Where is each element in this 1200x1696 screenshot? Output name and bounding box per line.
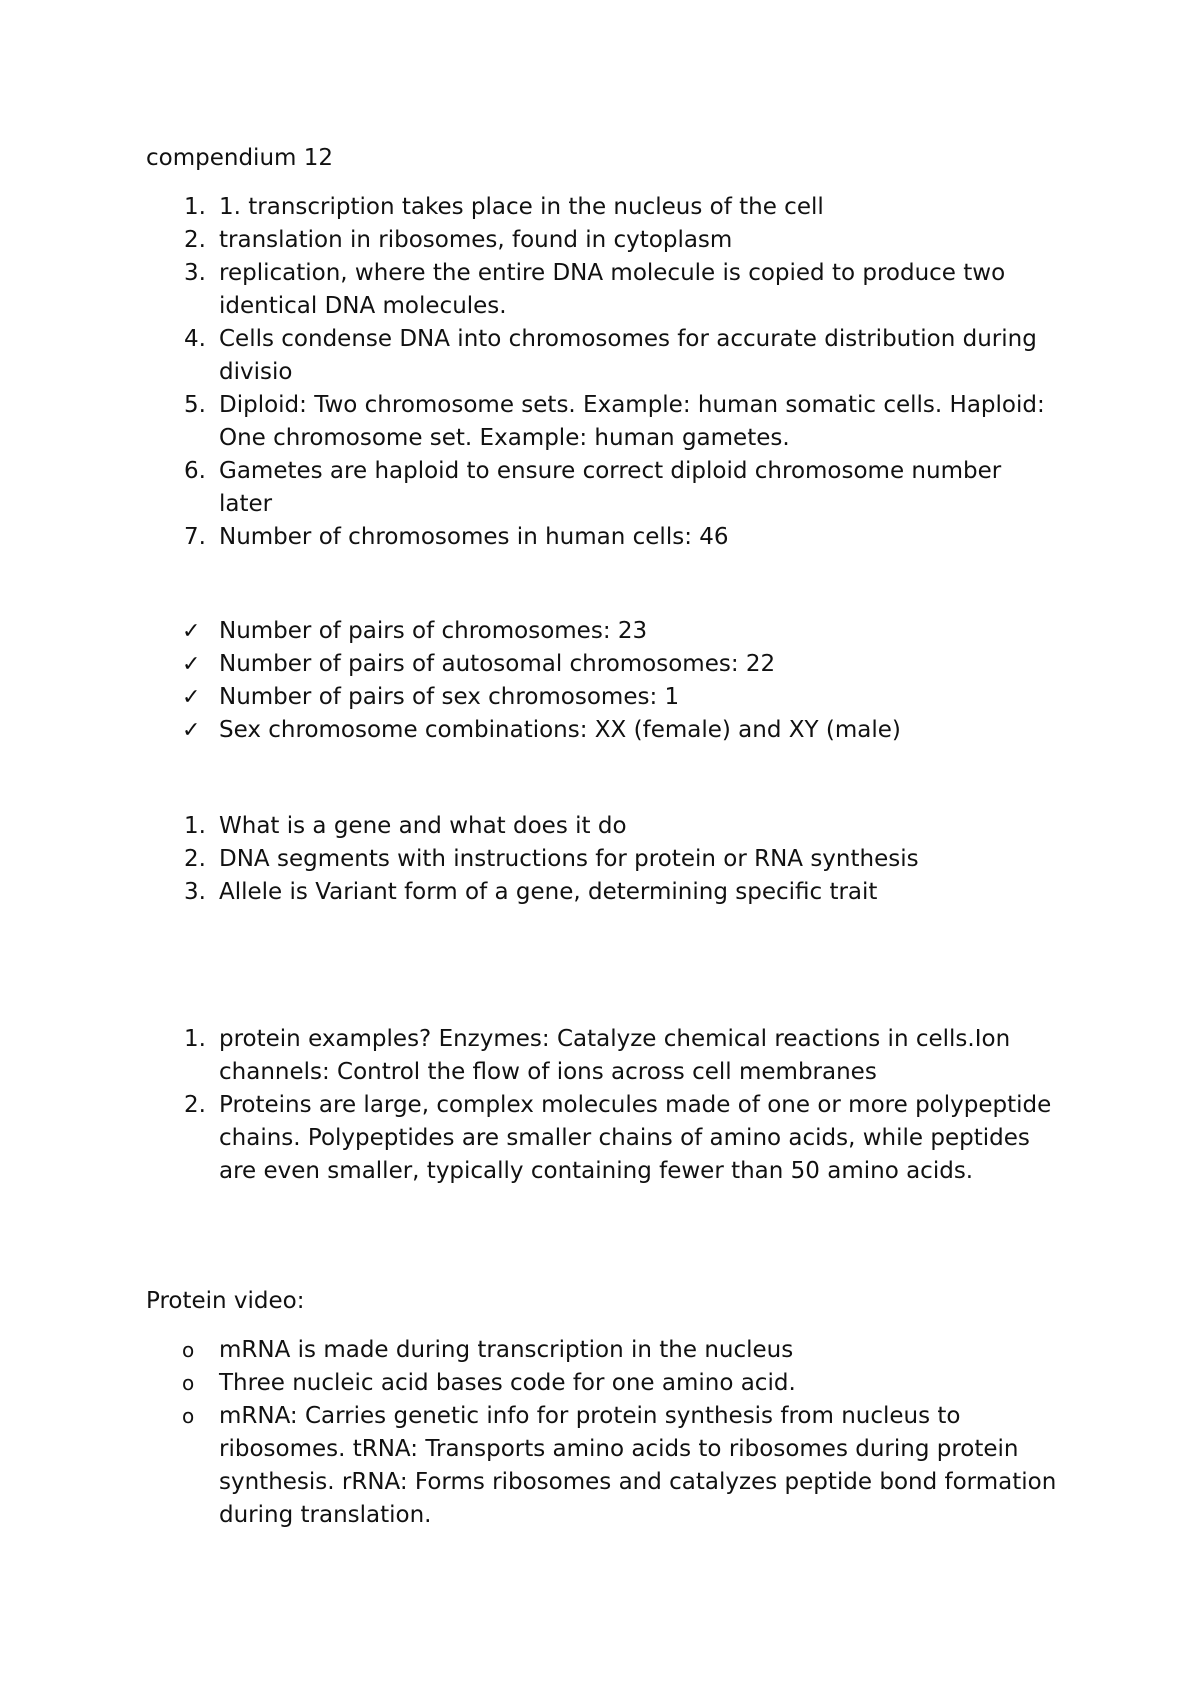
list-item-text: DNA segments with instructions for protein or RNA synthesis [219,846,919,872]
list-item-text: Diploid: Two chromosome sets. Example: human somatic cells. Haploid: One chromosome set. Example: human gametes. [219,392,1045,451]
list-item [0,455,1200,521]
list-item [0,389,1200,455]
numbered-list-genes [0,810,1200,909]
list-item [0,521,1200,554]
list-item-text: Number of pairs of sex chromosomes: 1 [219,684,680,710]
list-item-text: translation in ribosomes, found in cytoplasm [219,227,733,253]
circle-bullet-icon: o [182,1404,195,1428]
list-item [0,1367,1200,1400]
list-number: 4. [184,326,206,352]
list-item [0,681,1200,714]
list-item [0,714,1200,747]
list-number: 2. [184,227,206,253]
list-number: 3. [184,879,206,905]
list-item [0,323,1200,389]
list-number: 6. [184,458,206,484]
circle-bullet-icon: o [182,1371,195,1395]
list-number: 2. [184,1092,206,1118]
checkmark-icon: ✓ [182,718,201,743]
list-number: 5. [184,392,206,418]
section-heading-protein-video: Protein video: [146,1288,305,1314]
list-number: 3. [184,260,206,286]
list-item-text: protein examples? Enzymes: Catalyze chemical reactions in cells.Ion channels: Control the flow of ions across cell membranes [219,1026,1011,1085]
list-item [0,648,1200,681]
list-item [0,257,1200,323]
checkmark-icon: ✓ [182,685,201,710]
list-item-text: Number of chromosomes in human cells: 46 [219,524,729,550]
list-item-text: Allele is Variant form of a gene, determining specific trait [219,879,878,905]
numbered-list-proteins [0,1023,1200,1188]
list-item-text: Gametes are haploid to ensure correct diploid chromosome number later [219,458,1002,517]
list-item [0,191,1200,224]
list-number: 1. [184,194,206,220]
list-item-text: mRNA: Carries genetic info for protein synthesis from nucleus to ribosomes. tRNA: Transports amino acids to ribosomes during protein synthesis. rRNA: Forms ribosomes and catalyzes peptide bond formation during translation. [219,1403,1057,1528]
list-item-text: Number of pairs of chromosomes: 23 [219,618,648,644]
document-title: compendium 12 [146,145,333,171]
list-item-text: Number of pairs of autosomal chromosomes: 22 [219,651,776,677]
list-number: 7. [184,524,206,550]
list-item-text: mRNA is made during transcription in the nucleus [219,1337,794,1363]
list-item [0,224,1200,257]
list-item [0,843,1200,876]
list-item-text: 1. transcription takes place in the nucleus of the cell [219,194,824,220]
circle-bullet-icon: o [182,1338,195,1362]
checkmark-icon: ✓ [182,652,201,677]
numbered-list-biology-basics [0,191,1200,554]
list-item [0,1400,1200,1532]
list-item [0,810,1200,843]
list-number: 2. [184,846,206,872]
list-item-text: replication, where the entire DNA molecule is copied to produce two identical DNA molecules. [219,260,1006,319]
list-item-text: Sex chromosome combinations: XX (female) and XY (male) [219,717,901,743]
checklist-chromosomes [0,615,1200,747]
list-item-text: Proteins are large, complex molecules made of one or more polypeptide chains. Polypeptides are smaller chains of amino acids, while peptides are even smaller, typically containing fewer than 50 amino acids. [219,1092,1052,1184]
list-item [0,1089,1200,1188]
list-item-text: Cells condense DNA into chromosomes for accurate distribution during divisio [219,326,1037,385]
list-item [0,615,1200,648]
list-number: 1. [184,1026,206,1052]
list-item-text: What is a gene and what does it do [219,813,627,839]
list-item [0,876,1200,909]
list-item [0,1023,1200,1089]
list-number: 1. [184,813,206,839]
bullet-list-protein-video [0,1334,1200,1532]
list-item-text: Three nucleic acid bases code for one amino acid. [219,1370,796,1396]
list-item [0,1334,1200,1367]
checkmark-icon: ✓ [182,619,201,644]
